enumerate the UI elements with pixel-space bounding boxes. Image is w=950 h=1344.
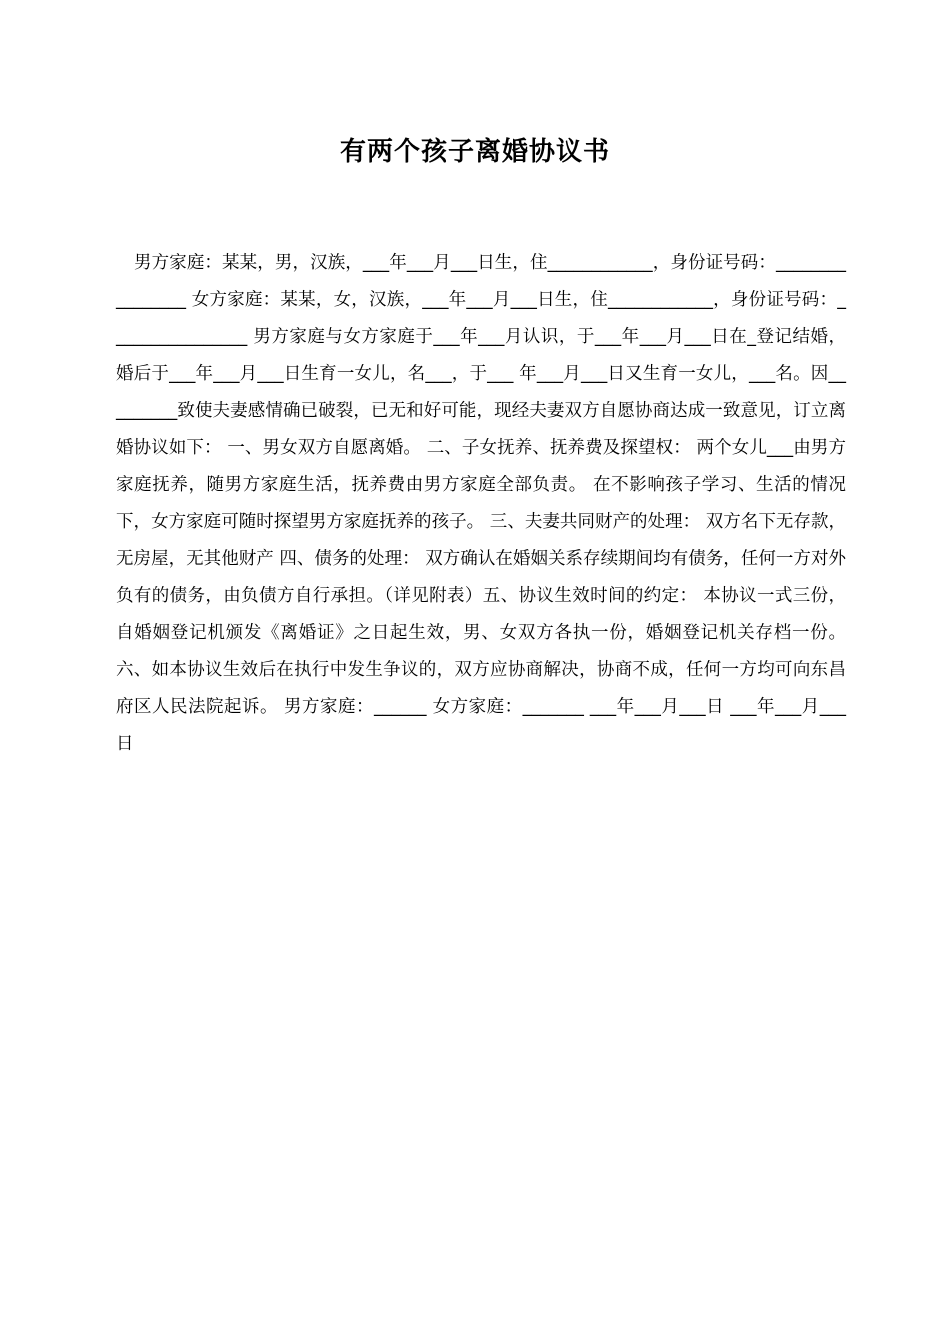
document-body: 男方家庭：某某，男，汉族，___年___月___日生，住____________，身份证号码：________________ 女方家庭：某某，女，汉族，___年___月___日生，住____________，身份证号码：________________ 男方家庭与女方家庭于___年___月认识，于___年___月___日在_登记结婚，婚后于___年___月___日生育一女儿，名___，于___ 年___月___日又生育一女儿，___名。因_________致使夫妻感情确已破裂，已无和好可能，现经夫妻双方自愿协商达成一致意见，订立离婚协议如下： 一、男女双方自愿离婚。 二、子女抚养、抚养费及探望权： 两个女儿___由男方家庭抚养，随男方家庭生活，抚养费由男方家庭全部负责。 在不影响孩子学习、生活的情况下，女方家庭可随时探望男方家庭抚养的孩子。 三、夫妻共同财产的处理： 双方名下无存款，无房屋，无其他财产 四、债务的处理： 双方确认在婚姻关系存续期间均有债务，任何一方对外负有的债务，由负债方自行承担。（详见附表）五、协议生效时间的约定： 本协议一式三份，自婚姻登记机颁发《离婚证》之日起生效，男、女双方各执一份，婚姻登记机关存档一份。 六、如本协议生效后在执行中发生争议的，双方应协商解决，协商不成，任何一方均可向东昌府区人民法院起诉。 男方家庭：______ 女方家庭：_______ ___年___月___日 ___年___月___日 <box>116 253 846 754</box>
document-title: 有两个孩子离婚协议书 <box>339 137 610 167</box>
